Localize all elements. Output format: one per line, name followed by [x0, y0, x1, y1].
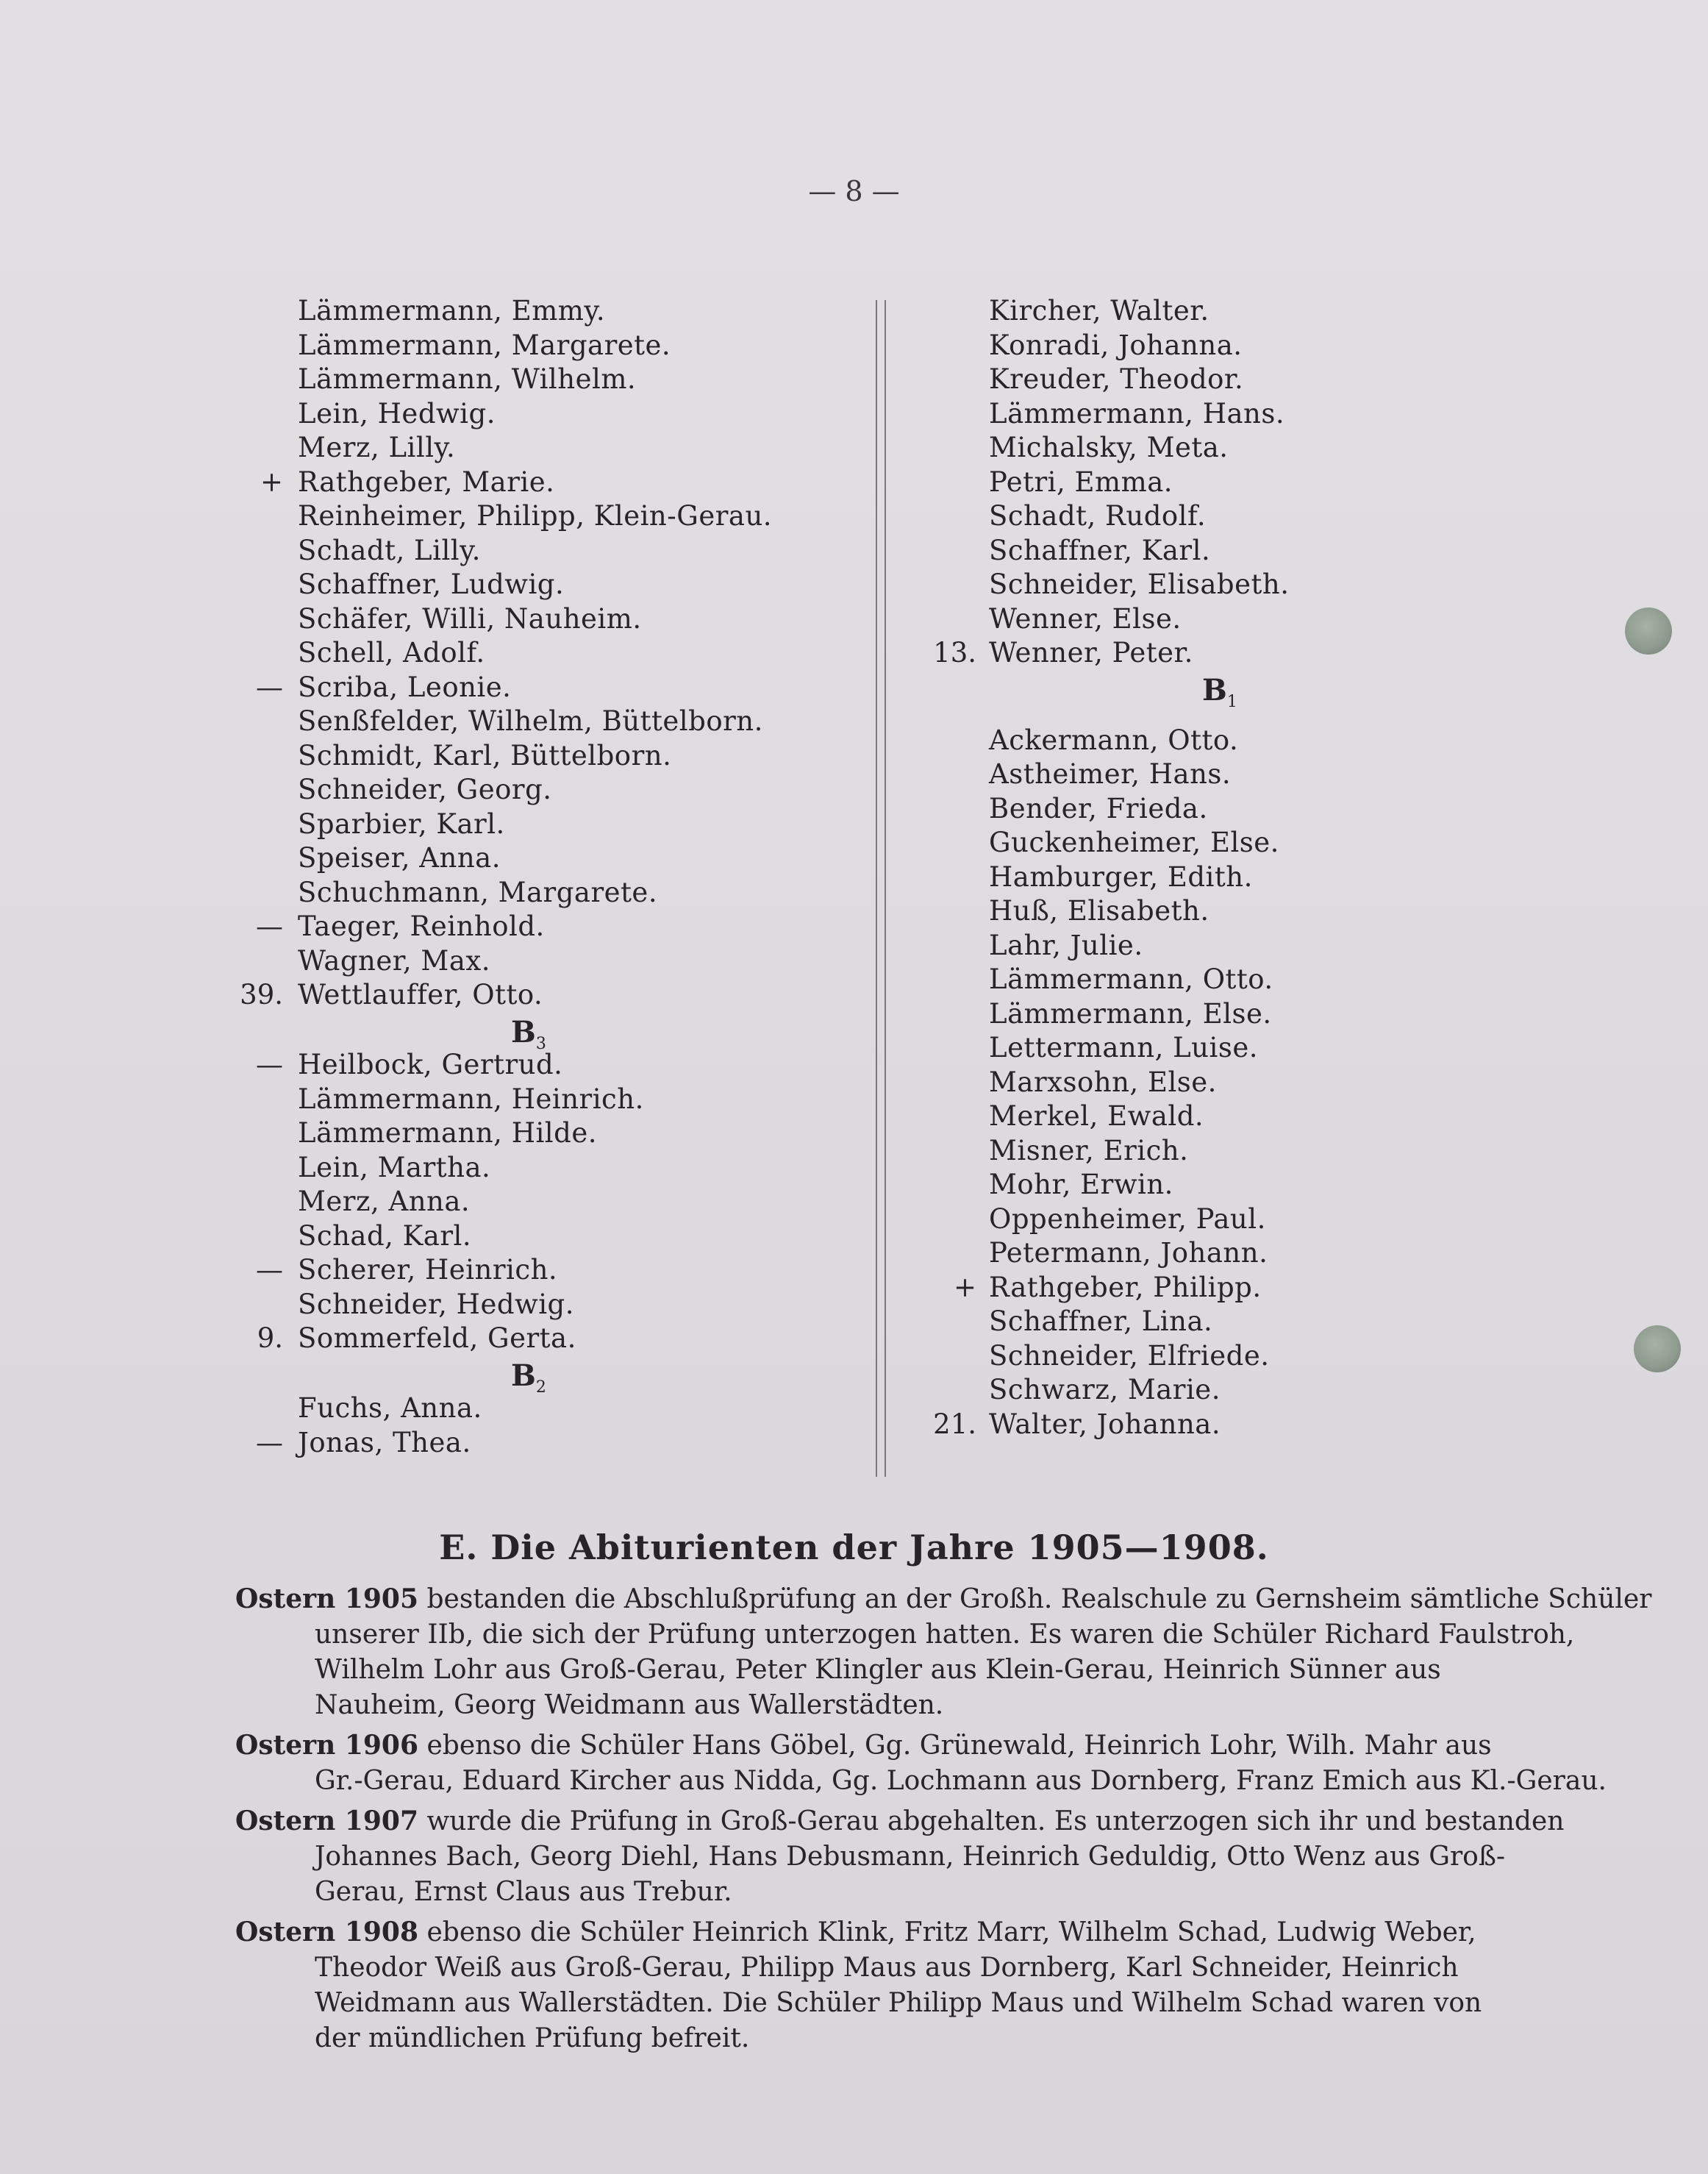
student-name: Fuchs, Anna. [298, 1392, 482, 1424]
class-group-number: 2 [535, 1378, 546, 1397]
student-name: Oppenheimer, Paul. [989, 1202, 1266, 1235]
student-name: Schneider, Elfriede. [989, 1339, 1270, 1372]
entry-marker: + [953, 1271, 976, 1303]
student-name: Lein, Hedwig. [298, 397, 496, 430]
student-name: Konradi, Johanna. [989, 329, 1243, 361]
student-name: Reinheimer, Philipp, Klein-Gerau. [298, 500, 773, 532]
student-name: Ackermann, Otto. [989, 724, 1239, 756]
class-group-letter: B [511, 1014, 536, 1049]
student-name: Schneider, Georg. [298, 774, 552, 805]
student-name: Lämmermann, Emmy. [298, 295, 606, 327]
student-name: Schuchmann, Margarete. [298, 876, 658, 908]
student-name: Hamburger, Edith. [989, 860, 1253, 893]
student-name: Schaffner, Lina. [989, 1305, 1213, 1338]
abitur-year-paragraph [235, 1728, 1607, 1799]
student-name: Guckenheimer, Else. [989, 827, 1279, 859]
student-name: Rathgeber, Philipp. [989, 1271, 1262, 1303]
student-name: Lämmermann, Heinrich. [298, 1083, 644, 1115]
student-name: Michalsky, Meta. [989, 432, 1229, 463]
student-name: Schadt, Rudolf. [989, 500, 1207, 532]
student-name: Scriba, Leonie. [298, 671, 512, 703]
student-name: Marxsohn, Else. [989, 1066, 1217, 1098]
paragraph-line: Weidmann aus Wallerstädten. Die Schüler Philipp Maus und Wilhelm Schad waren von [315, 1988, 1482, 2018]
student-name: Jonas, Thea. [298, 1426, 471, 1458]
paragraph-line: ebenso die Schüler Heinrich Klink, Fritz Marr, Wilhelm Schad, Ludwig Weber, [426, 1917, 1476, 1947]
student-name: Petri, Emma. [989, 466, 1173, 498]
student-name: Schäfer, Willi, Nauheim. [298, 602, 642, 635]
entry-marker: — [256, 1426, 283, 1458]
student-name: Lämmermann, Hilde. [298, 1117, 597, 1149]
student-name: Schneider, Hedwig. [298, 1288, 574, 1320]
punch-hole [1625, 607, 1672, 655]
entry-marker: + [260, 466, 283, 498]
entry-marker: — [256, 910, 283, 942]
entry-marker: — [256, 671, 283, 703]
student-name: Walter, Johanna. [989, 1408, 1221, 1440]
student-name: Lettermann, Luise. [989, 1032, 1258, 1064]
student-name: Lämmermann, Hans. [989, 397, 1285, 430]
student-name: Taeger, Reinhold. [298, 910, 545, 942]
student-name: Lämmermann, Wilhelm. [298, 363, 637, 395]
student-name: Kreuder, Theodor. [989, 363, 1244, 395]
page-number: — 8 — [808, 175, 900, 207]
student-name: Kircher, Walter. [989, 295, 1209, 327]
entry-marker: 21. [933, 1408, 976, 1440]
student-name: Senßfelder, Wilhelm, Büttelborn. [298, 705, 763, 737]
section-title: E. Die Abiturienten der Jahre 1905—1908. [439, 1528, 1269, 1567]
student-name: Misner, Erich. [989, 1134, 1189, 1166]
student-name: Wettlauffer, Otto. [298, 979, 543, 1011]
paragraph-line: Wilhelm Lohr aus Groß-Gerau, Peter Klingler aus Klein-Gerau, Heinrich Sünner aus [315, 1655, 1441, 1685]
class-group-letter: B [511, 1358, 536, 1393]
entry-marker: — [256, 1254, 283, 1286]
student-name: Heilbock, Gertrud. [298, 1049, 563, 1080]
student-name: Wenner, Else. [989, 602, 1182, 635]
student-name: Lein, Martha. [298, 1151, 491, 1183]
student-name: Schell, Adolf. [298, 637, 485, 669]
student-name: Sparbier, Karl. [298, 808, 505, 840]
student-name: Sommerfeld, Gerta. [298, 1322, 576, 1354]
paragraph-line: bestanden die Abschlußprüfung an der Großh. Realschule zu Gernsheim sämtliche Schüler [426, 1584, 1652, 1614]
student-name: Astheimer, Hans. [989, 758, 1232, 791]
student-name: Wagner, Max. [298, 944, 491, 977]
class-group-heading [511, 1359, 546, 1405]
student-name: Schneider, Elisabeth. [989, 569, 1290, 600]
student-name: Lämmermann, Margarete. [298, 329, 671, 361]
student-name: Merz, Lilly. [298, 432, 456, 463]
student-name: Lämmermann, Else. [989, 997, 1272, 1030]
student-name: Wenner, Peter. [989, 637, 1193, 669]
entry-marker: 39. [240, 979, 283, 1011]
student-name: Schaffner, Karl. [989, 534, 1211, 566]
paragraph-line: wurde die Prüfung in Groß-Gerau abgehalten. Es unterzogen sich ihr und bestanden [426, 1806, 1565, 1836]
paragraph-line: Gr.-Gerau, Eduard Kircher aus Nidda, Gg. Lochmann aus Dornberg, Franz Emich aus Kl.-Gerau. [315, 1766, 1607, 1796]
student-name: Lämmermann, Otto. [989, 963, 1273, 996]
student-name: Mohr, Erwin. [989, 1169, 1173, 1201]
student-name: Bender, Frieda. [989, 792, 1208, 824]
entry-marker: 9. [257, 1322, 283, 1354]
abitur-year-paragraph [235, 1581, 1652, 1723]
abitur-year-paragraph [235, 1803, 1565, 1910]
student-name: Rathgeber, Marie. [298, 466, 555, 498]
punch-hole [1634, 1325, 1681, 1372]
column-divider [876, 300, 886, 1477]
abitur-year-paragraph [235, 1914, 1526, 2056]
student-name: Schwarz, Marie. [989, 1374, 1221, 1406]
student-name: Schad, Karl. [298, 1219, 472, 1252]
student-name: Merz, Anna. [298, 1186, 471, 1217]
student-name: Petermann, Johann. [989, 1237, 1268, 1269]
student-name: Schmidt, Karl, Büttelborn. [298, 739, 672, 771]
paragraph-line: unserer IIb, die sich der Prüfung unterzogen hatten. Es waren die Schüler Richard Faulstroh, [315, 1619, 1575, 1650]
class-group-number: 3 [535, 1034, 546, 1053]
year-label: Ostern 1908 [235, 1917, 419, 1947]
student-name: Huß, Elisabeth. [989, 895, 1209, 927]
year-label: Ostern 1906 [235, 1730, 419, 1761]
student-name: Speiser, Anna. [298, 842, 501, 874]
paragraph-line: Theodor Weiß aus Groß-Gerau, Philipp Maus aus Dornberg, Karl Schneider, Heinrich [315, 1953, 1459, 1983]
class-group-heading [1202, 674, 1237, 719]
student-name: Schadt, Lilly. [298, 534, 481, 566]
paragraph-line: der mündlichen Prüfung befreit. [315, 2023, 750, 2053]
year-label: Ostern 1905 [235, 1583, 419, 1614]
student-name: Schaffner, Ludwig. [298, 569, 565, 600]
class-group-number: 1 [1226, 692, 1237, 711]
class-group-letter: B [1202, 672, 1227, 708]
paragraph-line: ebenso die Schüler Hans Göbel, Gg. Grünewald, Heinrich Lohr, Wilh. Mahr aus [426, 1731, 1492, 1761]
entry-marker: — [256, 1049, 283, 1080]
student-name: Merkel, Ewald. [989, 1100, 1204, 1133]
student-name: Lahr, Julie. [989, 929, 1143, 961]
paragraph-line: Johannes Bach, Georg Diehl, Hans Debusmann, Heinrich Geduldig, Otto Wenz aus Groß- [315, 1842, 1506, 1872]
paragraph-line: Gerau, Ernst Claus aus Trebur. [315, 1877, 732, 1907]
student-name: Scherer, Heinrich. [298, 1254, 558, 1286]
year-label: Ostern 1907 [235, 1806, 419, 1836]
entry-marker: 13. [933, 637, 976, 669]
paragraph-line: Nauheim, Georg Weidmann aus Wallerstädten. [315, 1690, 944, 1720]
